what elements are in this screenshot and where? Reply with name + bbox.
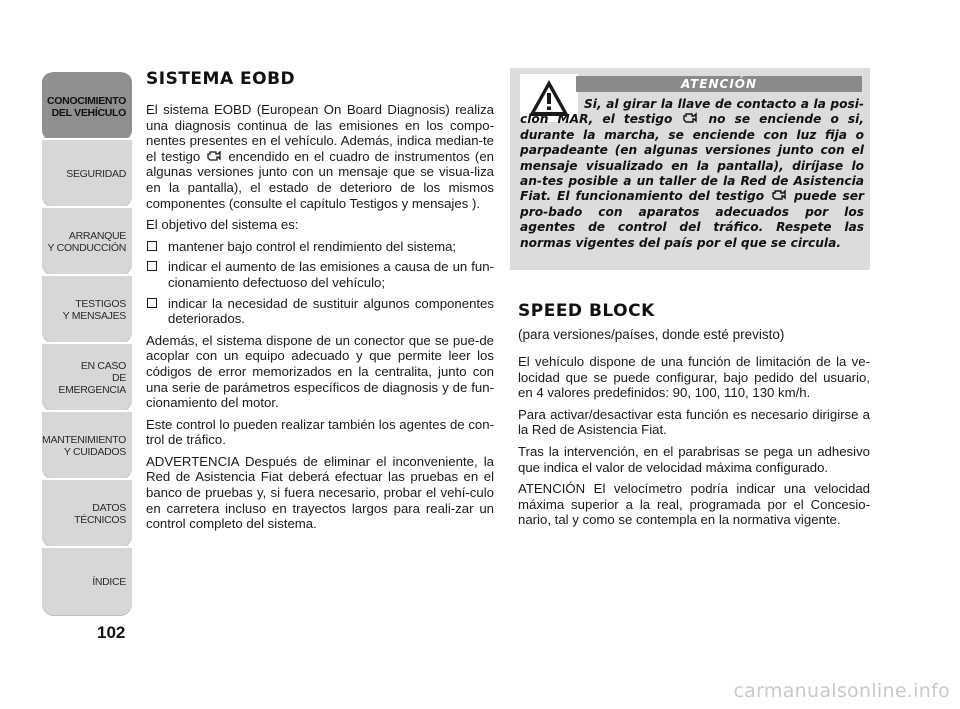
warning-text-part1: Si, al girar la llave de contacto a la posi-ción MAR, el testigo [520, 97, 864, 127]
tab-en-caso-de-emergencia[interactable]: EN CASO DE EMERGENCIA [42, 342, 132, 412]
checkbox-bullet-icon [147, 241, 157, 251]
warning-text-part3: puede ser pro-bado con aparatos adecuados por los agentes de control del tráfico. Respete las normas vigentes del país por el que se circula. [520, 189, 865, 250]
tab-indice[interactable]: ÍNDICE [42, 546, 132, 616]
list-item [146, 259, 494, 290]
tab-mantenimiento-y-cuidados[interactable]: MANTENIMIENTO Y CUIDADOS [42, 410, 132, 480]
tab-arranque-y-conduccion[interactable]: ARRANQUE Y CONDUCCIÓN [42, 206, 132, 276]
speed-block-paragraph: Para activar/desactivar esta función es necesario dirigirse a la Red de Asistencia Fiat. [518, 406, 870, 438]
page-number: 102 [97, 623, 126, 642]
engine-check-icon [683, 112, 697, 124]
tab-datos-tecnicos[interactable]: DATOS TÉCNICOS [42, 478, 132, 548]
eobd-advertencia-paragraph: ADVERTENCIA Después de eliminar el inconveniente, la Red de Asistencia Fiat deberá efectuar las pruebas en el banco de pruebas y, si fuera necesario, probar el vehí-culo en carretera incluso en trayectos largos para reali-zar un control completo del sistema. [146, 453, 494, 532]
tab-seguridad[interactable]: SEGURIDAD [42, 138, 132, 208]
eobd-title: SISTEMA EOBD [146, 69, 296, 89]
warning-text-part2: no se enciende o si, durante la marcha, se enciende con luz fija o parpadeante (en algunas versiones junto con el mensaje visualizado en la pantalla), diríjase lo an-tes posible a un taller de la Red de Asistencia Fiat. El funcionamiento del testigo [520, 112, 864, 204]
warning-header: ATENCIÓN [576, 76, 862, 92]
eobd-intro [146, 102, 494, 211]
speed-block-section [518, 300, 870, 534]
engine-check-icon [772, 189, 786, 201]
speed-block-subtitle: (para versiones/países, donde esté previsto) [518, 327, 785, 342]
checkbox-bullet-icon [147, 261, 157, 271]
watermark: carmanualsonline.info [733, 680, 950, 702]
objective-text: indicar el aumento de las emisiones a causa de un fun-cionamiento defectuoso del vehículo; [168, 259, 494, 290]
speed-block-paragraph: El vehículo dispone de una función de limitación de la ve-locidad que se puede configurar, bajo pedido del usuario, en 4 valores predefinidos: 90, 100, 110, 130 km/h. [518, 354, 870, 401]
eobd-intro-part2: encendido en el cuadro de instrumentos (en algunas versiones junto con un mensaje que se visua-liza en la pantalla), el estado de deterioro de los mismos componentes (consulte el capítulo Testigos y mensajes ). [146, 148, 494, 211]
speed-block-paragraph: ATENCIÓN El velocímetro podría indicar una velocidad máxima superior a la real, programada por el Concesio-nario, tal y como se contempla en la normativa vigente. [518, 481, 870, 528]
eobd-objective-heading: El objetivo del sistema es: [146, 217, 299, 233]
eobd-intro-part1: El sistema EOBD (European On Board Diagnosis) realiza una diagnosis continua de las emisiones en los compo-nentes presentes en el vehículo. Además, indica median-te el testigo [146, 102, 494, 164]
warning-text [520, 97, 864, 251]
list-item [146, 239, 494, 255]
engine-check-icon [207, 150, 221, 162]
checkbox-bullet-icon [147, 298, 157, 308]
objective-text: indicar la necesidad de sustituir algunos componentes deteriorados. [168, 295, 494, 327]
tab-conocimiento-del-vehiculo[interactable]: CONOCIMIENTO DEL VEHÍCULO [42, 70, 132, 142]
eobd-traffic-paragraph: Este control lo pueden realizar también los agentes de con-trol de tráfico. [146, 416, 494, 448]
eobd-section [146, 68, 494, 538]
eobd-objectives-list [146, 239, 494, 327]
speed-block-title: SPEED BLOCK [518, 301, 655, 321]
atencion-warning-box [510, 68, 870, 270]
list-item [146, 296, 494, 327]
tab-testigos-y-mensajes[interactable]: TESTIGOS Y MENSAJES [42, 274, 132, 344]
eobd-connector-paragraph: Además, el sistema dispone de un conector que se pue-de acoplar con un equipo adecuado y que permite leer los códigos de error memorizados en la centralita, junto con una serie de parámetros específicos de diagnosis y de fun-cionamiento del motor. [146, 332, 494, 411]
speed-block-paragraph: Tras la intervención, en el parabrisas se pega un adhesivo que indica el valor de velocidad máxima configurado. [518, 443, 870, 475]
objective-text: mantener bajo control el rendimiento del sistema; [168, 238, 457, 254]
